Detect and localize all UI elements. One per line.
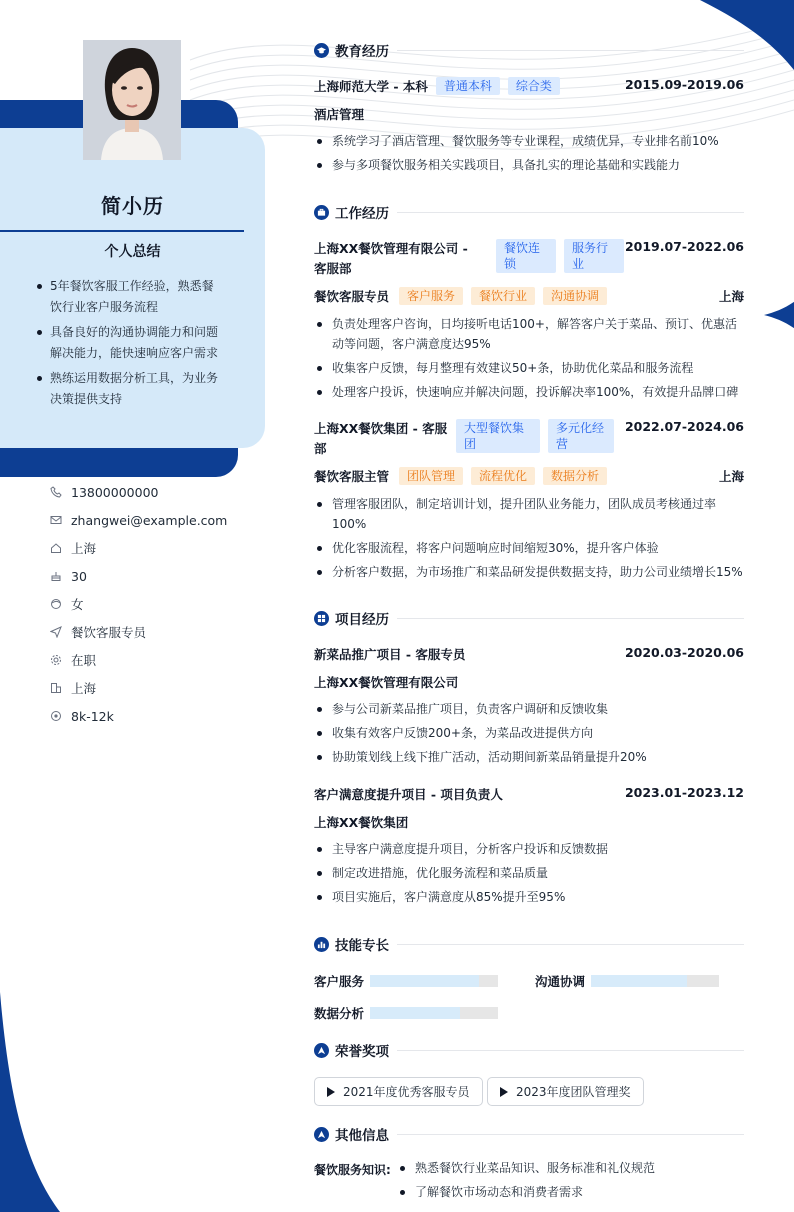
skill-tag: 数据分析 xyxy=(543,467,607,485)
gender-icon xyxy=(49,597,63,611)
summary-item: 熟练运用数据分析工具，为业务决策提供支持 xyxy=(34,368,224,410)
job-header xyxy=(314,239,744,279)
skill-customer-service: 客户服务 xyxy=(314,972,498,990)
job-tag: 餐饮连锁 xyxy=(496,239,556,273)
play-icon xyxy=(500,1087,508,1097)
list-item: 负责处理客户咨询，日均接听电话100+，解答客户关于菜品、预订、优惠活动等问题，客户满意度达95% xyxy=(314,314,746,354)
job-bullets xyxy=(314,494,746,586)
project-bullets xyxy=(314,699,746,771)
award-icon xyxy=(314,1043,329,1058)
education-date: 2015.09-2019.06 xyxy=(624,77,744,92)
education-tag: 普通本科 xyxy=(436,77,500,95)
bar-chart-icon xyxy=(314,937,329,952)
award-item: 2023年度团队管理奖 xyxy=(487,1077,644,1106)
other-list xyxy=(397,1158,747,1206)
summary-title: 个人总结 xyxy=(104,244,161,260)
job-location: 上海 xyxy=(718,469,744,484)
list-item: 熟悉餐饮行业菜品知识、服务标准和礼仪规范 xyxy=(397,1158,747,1178)
play-icon xyxy=(327,1087,335,1097)
job-header xyxy=(314,419,744,459)
graduation-cap-icon xyxy=(314,43,329,58)
contact-position: 餐饮客服专员 xyxy=(49,618,249,646)
list-item: 项目实施后，客户满意度从85%提升至95% xyxy=(314,887,746,907)
job-position-row xyxy=(314,467,744,485)
gear-icon xyxy=(49,653,63,667)
job-position: 餐饮客服专员 xyxy=(314,289,390,304)
candidate-name: 简小历 xyxy=(101,194,164,218)
list-item: 优化客服流程，将客户问题响应时间缩短30%，提升客户体验 xyxy=(314,538,746,558)
job-company: 上海XX餐饮集团 - 客服部 xyxy=(314,421,448,456)
education-bullets xyxy=(314,131,746,179)
job-bullets xyxy=(314,314,746,406)
skill-data-analysis: 数据分析 xyxy=(314,1004,498,1022)
avatar-portrait-icon xyxy=(83,40,181,160)
contact-gender: 女 xyxy=(49,590,249,618)
list-item: 分析客户数据，为市场推广和菜品研发提供数据支持，助力公司业绩增长15% xyxy=(314,562,746,582)
contact-phone: 13800000000 xyxy=(49,478,249,506)
name-divider xyxy=(0,230,244,232)
contact-salary: 8k-12k xyxy=(49,702,249,730)
school-name: 上海师范大学 - 本科 xyxy=(314,79,428,94)
skill-bar-fill xyxy=(370,975,479,987)
list-item: 参与多项餐饮服务相关实践项目，具备扎实的理论基础和实践能力 xyxy=(314,155,746,175)
skill-bar xyxy=(370,975,498,987)
skill-bar-fill xyxy=(591,975,687,987)
job-company: 上海XX餐饮管理有限公司 - 客服部 xyxy=(314,241,468,276)
info-icon xyxy=(314,1127,329,1142)
summary-list xyxy=(34,276,224,414)
list-item: 处理客户投诉，快速响应并解决问题，投诉解决率100%，有效提升品牌口碑 xyxy=(314,382,746,402)
project-header xyxy=(314,645,744,663)
skill-tag: 沟通协调 xyxy=(543,287,607,305)
skill-bar-fill xyxy=(370,1007,460,1019)
project-name: 新菜品推广项目 - 客服专员 xyxy=(314,647,466,662)
section-education: 教育经历 xyxy=(314,40,744,60)
project-date: 2020.03-2020.06 xyxy=(624,645,744,660)
send-icon xyxy=(49,625,63,639)
list-item: 收集客户反馈，每月整理有效建议50+条，协助优化菜品和服务流程 xyxy=(314,358,746,378)
job-position: 餐饮客服主管 xyxy=(314,469,390,484)
contact-age: 30 xyxy=(49,562,249,590)
list-item: 协助策划线上线下推广活动，活动期间新菜品销量提升20% xyxy=(314,747,746,767)
phone-icon xyxy=(49,485,63,499)
job-date: 2019.07-2022.06 xyxy=(624,239,744,254)
mail-icon xyxy=(49,513,63,527)
job-tag: 大型餐饮集团 xyxy=(456,419,540,453)
skill-tag: 团队管理 xyxy=(399,467,463,485)
section-projects: 项目经历 xyxy=(314,608,744,628)
summary-item: 5年餐饮客服工作经验，熟悉餐饮行业客户服务流程 xyxy=(34,276,224,318)
skill-tag: 流程优化 xyxy=(471,467,535,485)
list-item: 制定改进措施，优化服务流程和菜品质量 xyxy=(314,863,746,883)
section-awards: 荣誉奖项 xyxy=(314,1040,744,1060)
decorative-bottom-left-shape xyxy=(0,992,60,1212)
other-label: 餐饮服务知识: xyxy=(314,1163,391,1177)
list-item: 系统学习了酒店管理、餐饮服务等专业课程，成绩优异，专业排名前10% xyxy=(314,131,746,151)
job-position-row xyxy=(314,287,744,305)
list-item: 了解餐饮市场动态和消费者需求 xyxy=(397,1182,747,1202)
building-icon xyxy=(49,681,63,695)
skill-tag: 餐饮行业 xyxy=(471,287,535,305)
contact-address: 上海 xyxy=(49,534,249,562)
project-header xyxy=(314,785,744,803)
skill-tag: 客户服务 xyxy=(399,287,463,305)
summary-item: 具备良好的沟通协调能力和问题解决能力，能快速响应客户需求 xyxy=(34,322,224,364)
education-tag: 综合类 xyxy=(508,77,560,95)
award-item: 2021年度优秀客服专员 xyxy=(314,1077,483,1106)
project-org: 上海XX餐饮管理有限公司 xyxy=(314,675,459,690)
grid-icon xyxy=(314,611,329,626)
project-org: 上海XX餐饮集团 xyxy=(314,815,409,830)
list-item: 主导客户满意度提升项目，分析客户投诉和反馈数据 xyxy=(314,839,746,859)
section-other: 其他信息 xyxy=(314,1124,744,1144)
contact-status: 在职 xyxy=(49,646,249,674)
project-bullets xyxy=(314,839,746,911)
skill-bar xyxy=(591,975,719,987)
list-item: 参与公司新菜品推广项目，负责客户调研和反馈收集 xyxy=(314,699,746,719)
project-date: 2023.01-2023.12 xyxy=(624,785,744,800)
list-item: 收集有效客户反馈200+条，为菜品改进提供方向 xyxy=(314,723,746,743)
contact-city: 上海 xyxy=(49,674,249,702)
education-header xyxy=(314,77,744,95)
job-tag: 多元化经营 xyxy=(548,419,614,453)
job-tag: 服务行业 xyxy=(564,239,624,273)
section-work: 工作经历 xyxy=(314,202,744,222)
project-name: 客户满意度提升项目 - 项目负责人 xyxy=(314,787,503,802)
decorative-right-shape xyxy=(764,270,794,360)
cake-icon xyxy=(49,569,63,583)
job-date: 2022.07-2024.06 xyxy=(624,419,744,434)
job-location: 上海 xyxy=(718,289,744,304)
skill-bar xyxy=(370,1007,498,1019)
avatar xyxy=(83,40,181,160)
contact-list xyxy=(49,478,249,730)
coin-icon xyxy=(49,709,63,723)
education-major: 酒店管理 xyxy=(314,107,365,122)
skill-communication: 沟通协调 xyxy=(535,972,719,990)
home-icon xyxy=(49,541,63,555)
section-skills: 技能专长 xyxy=(314,934,744,954)
briefcase-icon xyxy=(314,205,329,220)
contact-email: zhangwei@example.com xyxy=(49,506,249,534)
list-item: 管理客服团队，制定培训计划，提升团队业务能力，团队成员考核通过率100% xyxy=(314,494,746,534)
